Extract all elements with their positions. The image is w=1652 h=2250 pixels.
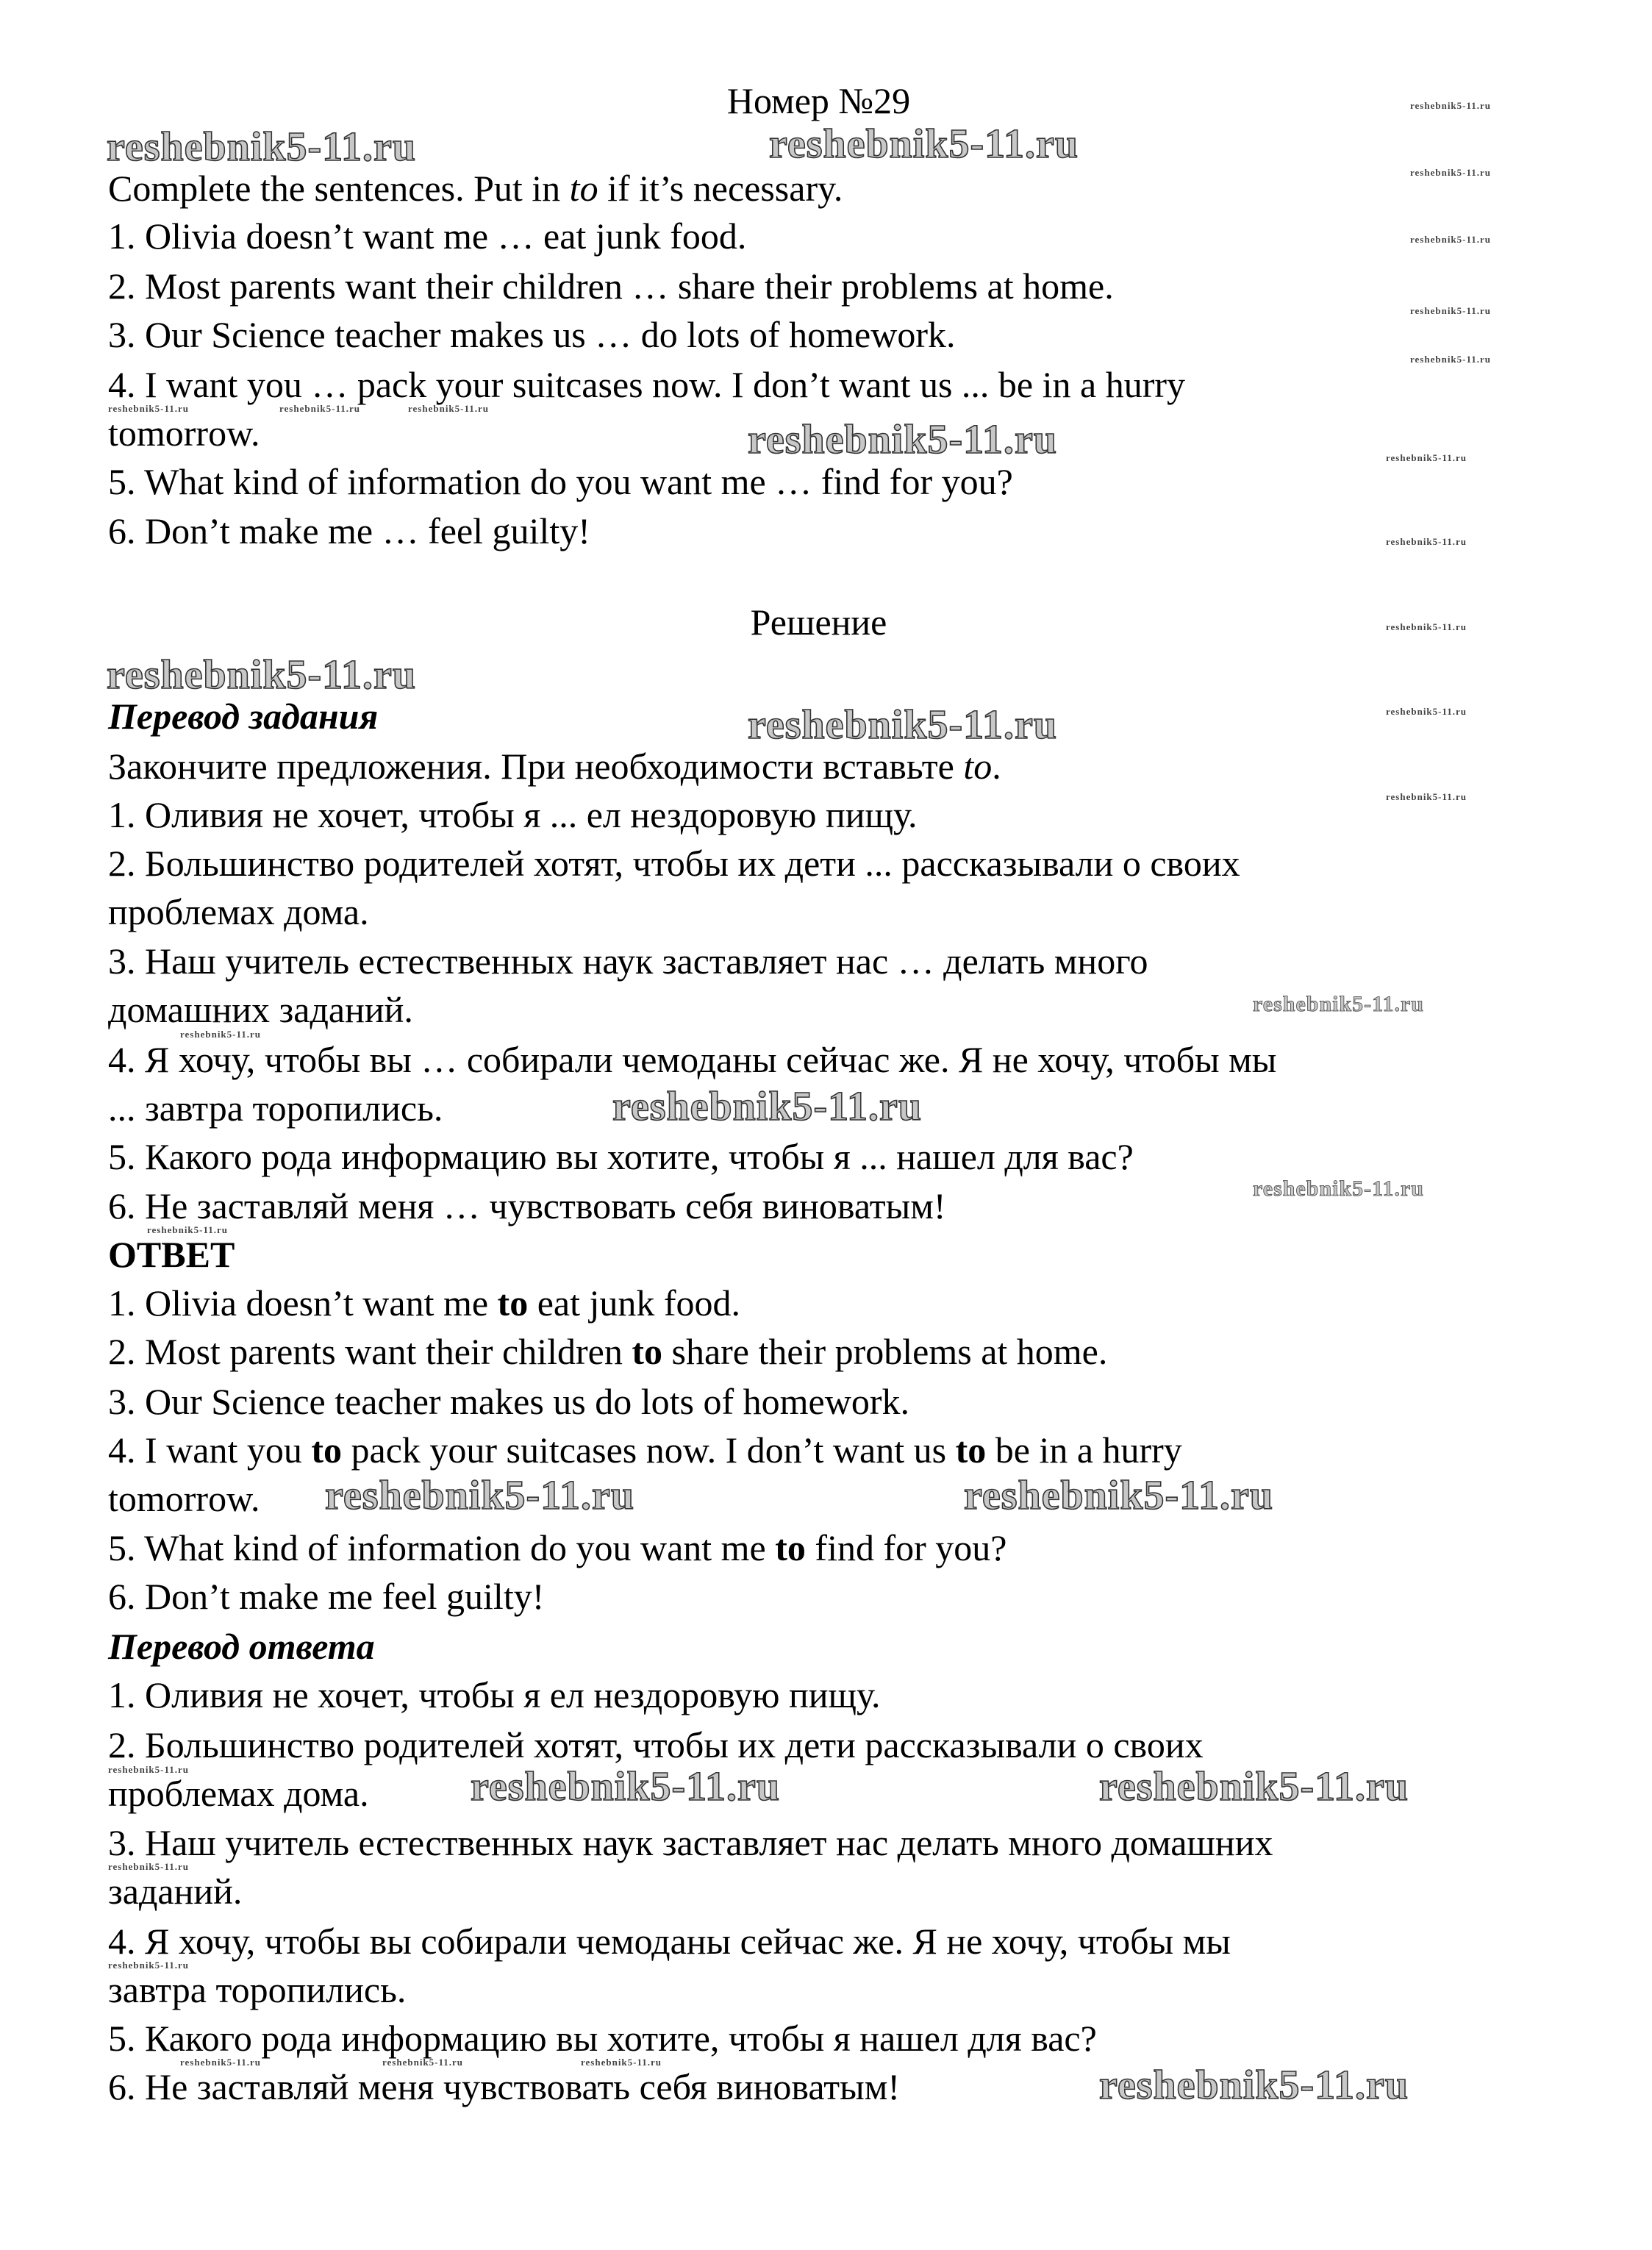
translation-line: домашних заданий.: [108, 989, 413, 1030]
watermark: reshebnik5-11.ru: [1410, 167, 1492, 178]
instruction-text: if it’s necessary.: [598, 168, 843, 209]
answer-insert: to: [632, 1331, 662, 1372]
answer-translation-line: 2. Большинство родителей хотят, чтобы их дети рассказывали о своих: [108, 1724, 1204, 1765]
answer-line: [108, 1332, 1107, 1371]
answer-translation-heading: Перевод ответа: [108, 1626, 375, 1667]
answer-text: find for you?: [805, 1527, 1007, 1568]
answer-text: be in a hurry: [986, 1429, 1182, 1471]
translation-line: ... завтра торопились.: [108, 1088, 443, 1129]
answer-text: 5. What kind of information do you want me: [108, 1527, 776, 1568]
answer-line: [108, 1529, 1006, 1567]
answer-text: pack your suitcases now. I don’t want us: [342, 1429, 956, 1471]
answer-text: 4. I want you: [108, 1429, 312, 1471]
answer-heading: ОТВЕТ: [108, 1234, 235, 1275]
watermark: reshebnik5-11.ru: [748, 417, 1058, 463]
watermark: reshebnik5-11.ru: [1410, 305, 1492, 316]
answer-text: 1. Olivia doesn’t want me: [108, 1282, 498, 1324]
task-translation-instruction: [108, 747, 1001, 785]
translation-line: проблемах дома.: [108, 891, 369, 932]
watermark: reshebnik5-11.ru: [1386, 621, 1467, 632]
answer-insert: to: [311, 1429, 342, 1471]
solution-heading-text: Решение: [750, 601, 887, 643]
page-title: [0, 82, 1652, 120]
task-line: 2. Most parents want their children … share their problems at home.: [108, 265, 1114, 307]
translation-line: 5. Какого рода информацию вы хотите, чтобы я ... нашел для вас?: [108, 1136, 1134, 1177]
instruction-italic: to: [569, 168, 598, 209]
task-line: 4. I want you … pack your suitcases now. I don’t want us ... be in a hurry: [108, 364, 1185, 405]
watermark: reshebnik5-11.ru: [769, 121, 1079, 167]
watermark: reshebnik5-11.ru: [108, 403, 190, 414]
answer-translation-line: 3. Наш учитель естественных наук заставляет нас делать много домашних: [108, 1822, 1273, 1863]
answer-text: share their problems at home.: [662, 1331, 1108, 1372]
answer-text: 2. Most parents want their children: [108, 1331, 632, 1372]
watermark: reshebnik5-11.ru: [107, 124, 417, 170]
translation-line: 2. Большинство родителей хотят, чтобы их дети ... рассказывали о своих: [108, 843, 1240, 884]
instruction-text: Complete the sentences. Put in: [108, 168, 570, 209]
answer-line: [108, 1431, 1182, 1469]
watermark: reshebnik5-11.ru: [108, 1960, 190, 1971]
watermark: reshebnik5-11.ru: [1410, 100, 1492, 111]
instruction-text: .: [992, 746, 1001, 787]
answer-translation-line: проблемах дома.: [108, 1773, 369, 1814]
watermark: reshebnik5-11.ru: [1253, 1176, 1424, 1201]
watermark: reshebnik5-11.ru: [325, 1473, 635, 1518]
answer-translation-line: заданий.: [108, 1871, 243, 1912]
translation-line: 1. Оливия не хочет, чтобы я ... ел нездоровую пищу.: [108, 794, 918, 835]
watermark: reshebnik5-11.ru: [107, 652, 417, 698]
task-line: 3. Our Science teacher makes us … do lots of homework.: [108, 314, 956, 355]
translation-line: 4. Я хочу, чтобы вы … собирали чемоданы сейчас же. Я не хочу, чтобы мы: [108, 1039, 1277, 1080]
answer-translation-line: завтра торопились.: [108, 1969, 407, 2010]
answer-translation-line: 1. Оливия не хочет, чтобы я ел нездоровую пищу.: [108, 1674, 881, 1715]
watermark: reshebnik5-11.ru: [108, 1764, 190, 1775]
instruction-italic: to: [963, 746, 993, 787]
watermark: reshebnik5-11.ru: [581, 2057, 662, 2068]
watermark: reshebnik5-11.ru: [612, 1084, 923, 1129]
answer-translation-line: 6. Не заставляй меня чувствовать себя виноватым!: [108, 2066, 901, 2107]
watermark: reshebnik5-11.ru: [1386, 536, 1467, 547]
task-instruction: [108, 169, 843, 207]
instruction-text: Закончите предложения. При необходимости вставьте: [108, 746, 964, 787]
answer-insert: to: [497, 1282, 529, 1324]
task-translation-heading: Перевод задания: [108, 696, 379, 737]
watermark: reshebnik5-11.ru: [408, 403, 490, 414]
answer-line: [108, 1382, 909, 1421]
answer-insert: to: [955, 1429, 987, 1471]
watermark: reshebnik5-11.ru: [180, 2057, 262, 2068]
answer-translation-line: 5. Какого рода информацию вы хотите, чтобы я нашел для вас?: [108, 2018, 1097, 2059]
task-line: tomorrow.: [108, 413, 260, 454]
answer-line: [108, 1577, 544, 1615]
watermark: reshebnik5-11.ru: [108, 1861, 190, 1872]
task-line: 5. What kind of information do you want me … find for you?: [108, 461, 1013, 502]
title-text: Номер №29: [726, 80, 911, 121]
watermark: reshebnik5-11.ru: [1410, 234, 1492, 245]
watermark: reshebnik5-11.ru: [471, 1764, 781, 1810]
task-line: 6. Don’t make me … feel guilty!: [108, 510, 590, 551]
watermark: reshebnik5-11.ru: [1099, 2062, 1409, 2108]
watermark: reshebnik5-11.ru: [1386, 706, 1467, 717]
watermark: reshebnik5-11.ru: [180, 1029, 262, 1040]
watermark: reshebnik5-11.ru: [279, 403, 361, 414]
watermark: reshebnik5-11.ru: [964, 1473, 1274, 1518]
watermark: reshebnik5-11.ru: [1410, 354, 1492, 365]
answer-text: 3. Our Science teacher makes us do lots of homework.: [108, 1381, 909, 1422]
answer-text: eat junk food.: [528, 1282, 741, 1324]
answer-text: tomorrow.: [108, 1478, 260, 1519]
translation-line: 3. Наш учитель естественных наук заставляет нас … делать много: [108, 940, 1148, 982]
answer-insert: to: [775, 1527, 806, 1568]
watermark: reshebnik5-11.ru: [1386, 791, 1467, 802]
watermark: reshebnik5-11.ru: [1099, 1764, 1409, 1810]
answer-translation-line: 4. Я хочу, чтобы вы собирали чемоданы сейчас же. Я не хочу, чтобы мы: [108, 1921, 1231, 1962]
watermark: reshebnik5-11.ru: [748, 702, 1058, 748]
task-line: 1. Olivia doesn’t want me … eat junk food.: [108, 215, 747, 257]
answer-text: 6. Don’t make me feel guilty!: [108, 1576, 545, 1617]
watermark: reshebnik5-11.ru: [147, 1224, 229, 1235]
watermark: reshebnik5-11.ru: [382, 2057, 464, 2068]
watermark: reshebnik5-11.ru: [1386, 452, 1467, 463]
watermark: reshebnik5-11.ru: [1253, 992, 1424, 1016]
translation-line: 6. Не заставляй меня … чувствовать себя виноватым!: [108, 1185, 946, 1226]
answer-line: [108, 1479, 260, 1518]
answer-line: [108, 1284, 740, 1322]
